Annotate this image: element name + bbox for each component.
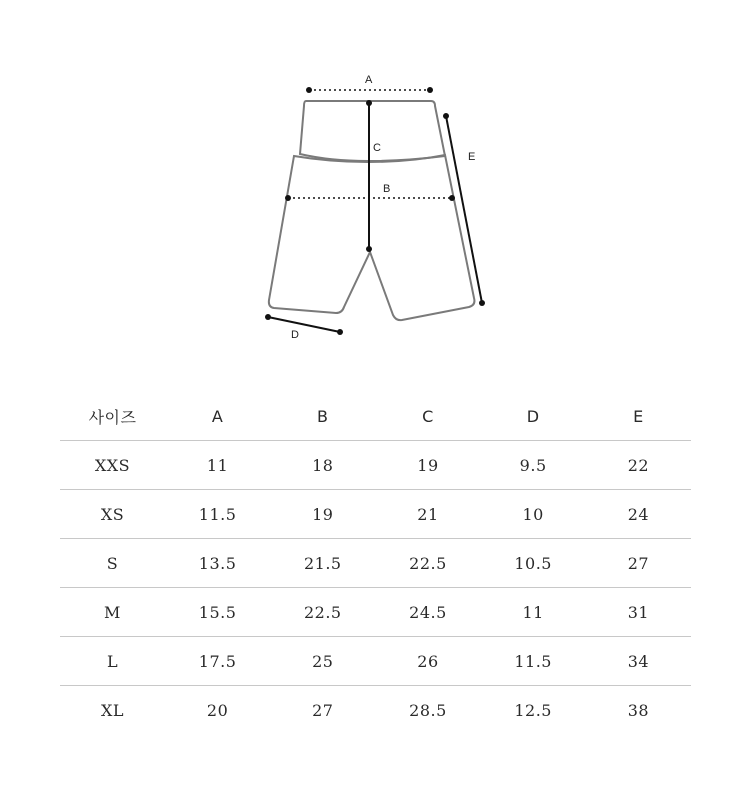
value-a: 11 <box>165 441 270 490</box>
value-a: 11.5 <box>165 490 270 539</box>
table-row <box>60 686 691 735</box>
value-c: 24.5 <box>375 588 480 637</box>
header-a: A <box>165 392 270 441</box>
measure-dot-b-right <box>449 195 455 201</box>
size-label: XL <box>100 700 124 720</box>
value-b: 18 <box>270 441 375 490</box>
table-row <box>60 441 691 490</box>
size-label: L <box>60 637 165 686</box>
value-b: 27 <box>312 700 334 720</box>
value-e: 27 <box>586 539 691 588</box>
measure-dot-c-top <box>366 100 372 106</box>
value-d: 11 <box>481 588 586 637</box>
value-b: 19 <box>270 490 375 539</box>
table-row <box>60 588 691 637</box>
value-b: 25 <box>270 637 375 686</box>
table-row <box>60 490 691 539</box>
measure-dot-c-bottom <box>366 246 372 252</box>
size-label: XS <box>60 490 165 539</box>
value-e: 24 <box>586 490 691 539</box>
value-e: 38 <box>627 700 650 720</box>
value-a: 20 <box>206 700 229 720</box>
value-d: 12.5 <box>514 700 552 720</box>
value-a: 15.5 <box>165 588 270 637</box>
value-c: 21 <box>375 490 480 539</box>
value-c: 28.5 <box>409 700 447 720</box>
measure-dot-d-left <box>265 314 271 320</box>
shorts-measurement-diagram <box>0 0 750 360</box>
measure-dot-b-left <box>285 195 291 201</box>
value-d: 10 <box>481 490 586 539</box>
header-c: C <box>375 392 480 441</box>
value-a: 13.5 <box>165 539 270 588</box>
header-e: E <box>586 392 691 441</box>
measure-dot-d-right <box>337 329 343 335</box>
value-d: 11.5 <box>481 637 586 686</box>
measure-label-c: C <box>373 142 381 154</box>
measure-label-e: E <box>468 151 476 163</box>
measure-label-b: B <box>383 183 391 195</box>
header-size: 사이즈 <box>60 392 165 441</box>
size-label: M <box>60 588 165 637</box>
value-c: 26 <box>375 637 480 686</box>
measure-label-d: D <box>291 329 299 341</box>
measure-line-e <box>446 116 482 303</box>
measure-dot-e-bottom <box>479 300 485 306</box>
value-e: 34 <box>586 637 691 686</box>
header-d: D <box>481 392 586 441</box>
table-header-row <box>60 392 691 441</box>
value-a: 17.5 <box>165 637 270 686</box>
size-label: S <box>60 539 165 588</box>
value-c: 19 <box>375 441 480 490</box>
size-label: XXS <box>60 441 165 490</box>
value-b: 21.5 <box>270 539 375 588</box>
size-chart-table <box>60 392 691 734</box>
header-b: B <box>270 392 375 441</box>
value-b: 22.5 <box>270 588 375 637</box>
value-e: 22 <box>586 441 691 490</box>
measure-dot-a-left <box>306 87 312 93</box>
value-e: 31 <box>586 588 691 637</box>
value-d: 9.5 <box>481 441 586 490</box>
shorts-body-outline <box>269 155 475 320</box>
measure-label-a: A <box>365 74 373 86</box>
measure-line-d <box>268 317 340 332</box>
value-c: 22.5 <box>375 539 480 588</box>
value-d: 10.5 <box>481 539 586 588</box>
table-row <box>60 539 691 588</box>
measure-dot-e-top <box>443 113 449 119</box>
table-row <box>60 637 691 686</box>
measure-dot-a-right <box>427 87 433 93</box>
